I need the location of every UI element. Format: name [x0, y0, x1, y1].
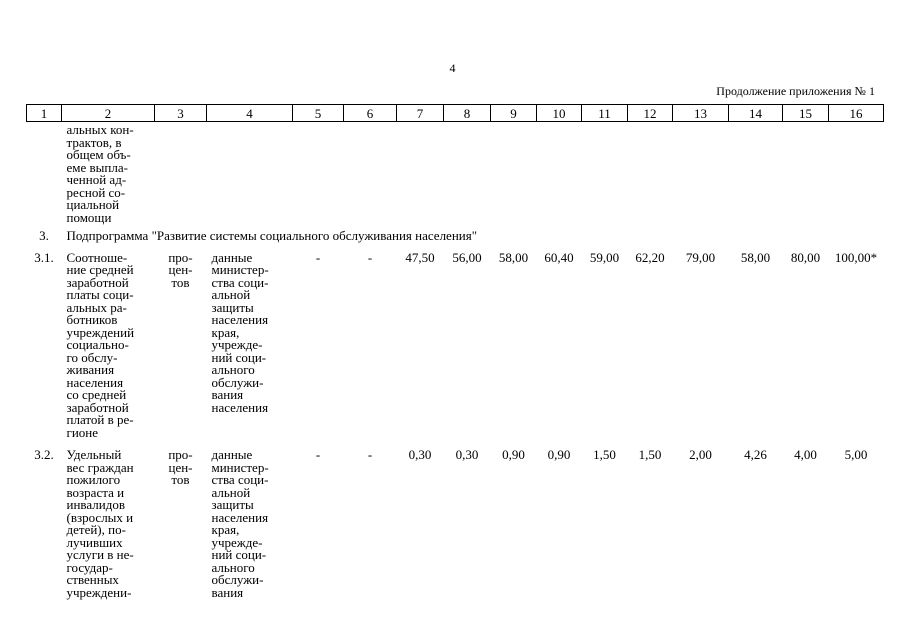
subprogram-row	[27, 224, 884, 249]
header-cell: 6	[344, 105, 397, 122]
value-cell: 80,00	[790, 249, 821, 265]
value-cell: 47,50	[405, 249, 435, 265]
value-cell: 58,00	[740, 249, 771, 265]
row-index: 3.	[39, 228, 49, 243]
continuation-label: Продолжение приложения № 1	[716, 84, 875, 98]
subprogram-title: Подпрограмма "Развитие системы социального обслуживания населения"	[66, 228, 478, 243]
row-index: 3.2.	[34, 447, 54, 462]
value-cell: 0,30	[408, 447, 432, 462]
value-cell: 1,50	[638, 447, 662, 462]
value-cell: 59,00	[589, 249, 620, 265]
row-index: 3.1.	[34, 249, 54, 265]
indicators-table	[26, 104, 884, 599]
value-cell: 56,00	[452, 249, 482, 265]
unit-cell: про- цен- тов	[168, 249, 193, 290]
source-cell: данные министер- ства соци- альной защиты населения края, учрежде- ний соци- ального обслужи- вания населения	[211, 249, 269, 415]
table-row	[27, 439, 884, 599]
header-row	[27, 105, 884, 122]
value-cell: -	[315, 249, 321, 265]
header-cell: 10	[537, 105, 582, 122]
header-cell: 5	[293, 105, 344, 122]
value-cell: 4,00	[794, 447, 817, 462]
header-cell: 9	[491, 105, 537, 122]
header-cell: 16	[829, 105, 884, 122]
value-cell: 100,00*	[834, 249, 878, 265]
value-cell: 5,00	[844, 447, 868, 462]
value-cell: 60,40	[544, 249, 574, 265]
value-cell: 62,20	[635, 249, 665, 265]
header-cell: 2	[62, 105, 155, 122]
header-cell: 3	[155, 105, 207, 122]
value-cell: 0,90	[502, 447, 525, 462]
value-cell: 1,50	[593, 447, 616, 462]
value-cell: 2,00	[689, 447, 712, 462]
header-cell: 8	[444, 105, 491, 122]
indicator-name: Удельный вес граждан пожилого возраста и инвалидов (взрослых и детей), по- лучивших услуги в не- государ- ственных учреждени-	[66, 447, 134, 600]
header-cell: 4	[207, 105, 293, 122]
value-cell: 0,30	[455, 447, 479, 462]
header-cell: 14	[729, 105, 783, 122]
continued-row	[27, 122, 884, 225]
value-cell: 0,90	[547, 447, 571, 462]
header-cell: 15	[783, 105, 829, 122]
indicator-name: Соотноше- ние средней заработной платы соци- альных ра- ботников учреждений социально- го обслу- живания населения со средней заработной платой в ре- гионе	[66, 249, 135, 440]
header-cell: 7	[397, 105, 444, 122]
page-number: 4	[449, 61, 456, 75]
unit-cell: про- цен- тов	[168, 447, 193, 487]
indicator-name: альных кон- трактов, в общем объ- еме выпла- ченной ад- ресной со- циальной помощи	[66, 122, 134, 225]
header-cell: 12	[628, 105, 673, 122]
value-cell: 79,00	[685, 249, 716, 265]
value-cell: -	[367, 447, 373, 462]
table-row	[27, 249, 884, 440]
header-cell: 13	[673, 105, 729, 122]
source-cell: данные министер- ства соци- альной защиты населения края, учрежде- ний соци- ального обслужи- вания	[211, 447, 269, 600]
value-cell: -	[367, 249, 373, 265]
value-cell: -	[315, 447, 321, 462]
header-cell: 1	[27, 105, 62, 122]
header-cell: 11	[582, 105, 628, 122]
value-cell: 4,26	[744, 447, 767, 462]
value-cell: 58,00	[498, 249, 529, 265]
